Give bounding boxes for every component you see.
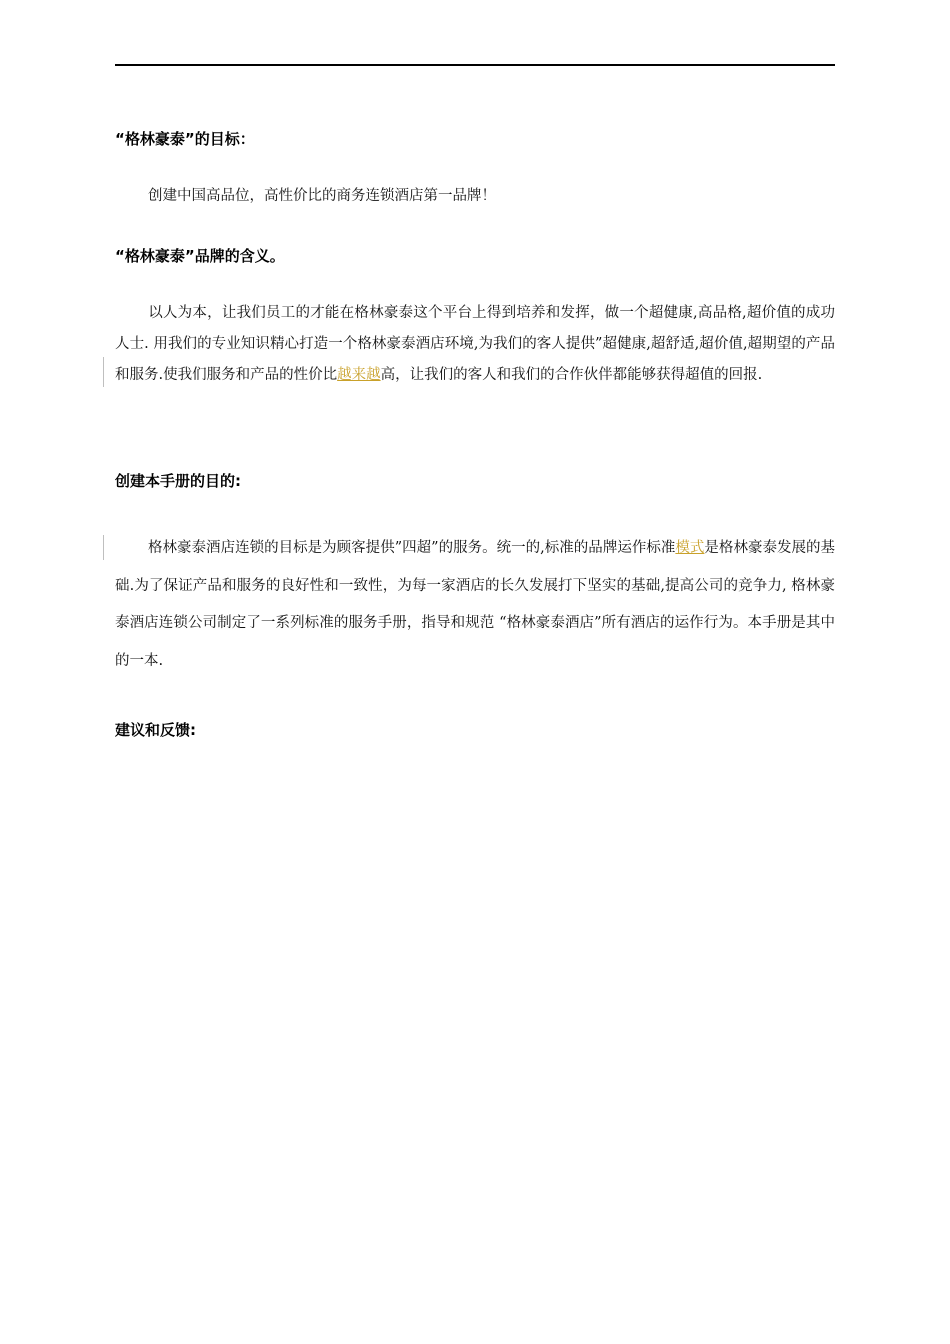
revision-mark <box>103 535 104 560</box>
manual-purpose-text-2: 是格林豪泰发展的基础.为了保证产品和服务的良好性和一致性，为每一家酒店的长久发展打下坚实的基础,提高公司的竞争力, 格林豪泰酒店连锁公司制定了一系列标准的服务手册，指导和规范 “格林豪泰酒店”所有酒店的运作行为。本手册是其中的一本. <box>115 540 836 669</box>
manual-purpose-paragraph <box>115 530 835 680</box>
goal-heading: “格林豪泰”的目标： <box>115 130 255 148</box>
link-yuelaiyue[interactable]: 越来越 <box>337 367 381 383</box>
goal-text-content: 创建中国高品位，高性价比的商务连锁酒店第一品牌！ <box>148 188 496 204</box>
link-moshi[interactable]: 模式 <box>675 540 705 556</box>
manual-purpose-text-1: 格林豪泰酒店连锁的目标是为顾客提供”四超”的服务。统一的,标准的品牌运作标准 <box>148 540 676 556</box>
goal-text <box>115 186 835 206</box>
header-rule <box>115 64 835 66</box>
feedback-heading: 建议和反馈: <box>115 721 196 739</box>
revision-mark <box>103 357 104 387</box>
brand-meaning-text-2: 高，让我们的客人和我们的合作伙伴都能够获得超值的回报. <box>380 367 763 383</box>
brand-meaning-heading: “格林豪泰”品牌的含义。 <box>115 247 285 265</box>
brand-meaning-text-1: 以人为本，让我们员工的才能在格林豪泰这个平台上得到培养和发挥，做一个超健康,高品格,超价值的成功人士. 用我们的专业知识精心打造一个格林豪泰酒店环境,为我们的客人提供”超健康,超舒适,超价值,超期望的产品和服务.使我们服务和产品的性价比 <box>115 305 835 383</box>
brand-meaning-paragraph <box>115 298 835 391</box>
manual-purpose-heading: 创建本手册的目的: <box>115 472 241 490</box>
